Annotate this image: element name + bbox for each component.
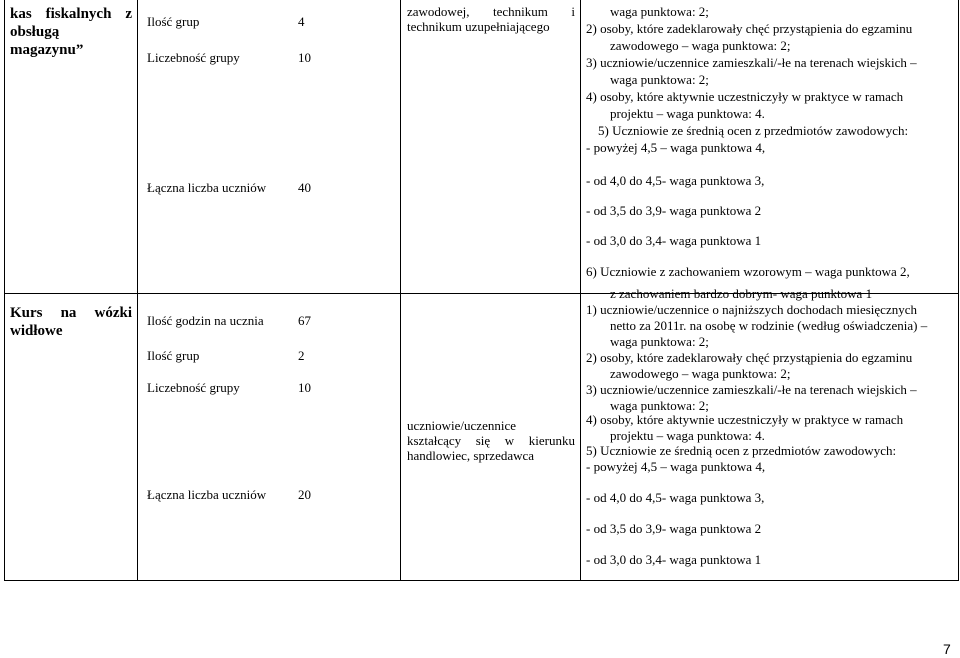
hours-per-student-label: Ilość godzin na ucznia (147, 313, 264, 328)
target-group-word: się (475, 433, 491, 448)
hours-per-student-value: 67 (298, 313, 311, 328)
criteria-line: 5) Uczniowie ze średnią ocen z przedmiotów zawodowych: (586, 443, 897, 458)
criteria-line: projektu – waga punktowa: 4. (610, 106, 765, 121)
group-size-value: 10 (298, 50, 311, 65)
course-name-line: obsługą (10, 24, 60, 40)
criteria-line: waga punktowa: 2; (610, 4, 709, 19)
target-group-word: kierunku (528, 433, 575, 448)
total-students-label: Łączna liczba uczniów (147, 180, 267, 195)
target-group-line: handlowiec, sprzedawca (407, 448, 535, 463)
course-name-word: z (125, 6, 132, 22)
target-group-line: uczniowie/uczennice (407, 418, 516, 433)
group-size-value: 10 (298, 380, 311, 395)
criteria-line: - od 3,0 do 3,4- waga punktowa 1 (586, 233, 762, 248)
column-divider (400, 0, 401, 581)
target-group-line (407, 433, 575, 448)
target-group-word: technikum (492, 4, 548, 19)
criteria-line: 2) osoby, które zadeklarowały chęć przystąpienia do egzaminu (586, 21, 913, 36)
table-border-right (958, 0, 959, 581)
criteria-line: - od 4,0 do 4,5- waga punktowa 3, (586, 173, 765, 188)
criteria-line: netto za 2011r. na osobę w rodzinie (według oświadczenia) – (610, 318, 928, 333)
criteria-line: - od 3,0 do 3,4- waga punktowa 1 (586, 552, 762, 567)
criteria-line: 4) osoby, które aktywnie uczestniczyły w praktyce w ramach (586, 89, 904, 104)
criteria-line: - od 3,5 do 3,9- waga punktowa 2 (586, 203, 762, 218)
course-name-word: fiskalnych (45, 6, 112, 22)
criteria-line: 1) uczniowie/uczennice o najniższych dochodach miesięcznych (586, 302, 917, 317)
criteria-line: projektu – waga punktowa: 4. (610, 428, 765, 443)
criteria-line: 5) Uczniowie ze średnią ocen z przedmiotów zawodowych: (598, 123, 909, 138)
target-group-line: technikum uzupełniającego (407, 19, 550, 34)
criteria-line: 6) Uczniowie z zachowaniem wzorowym – waga punktowa 2, (586, 264, 910, 279)
criteria-line: - powyżej 4,5 – waga punktowa 4, (586, 459, 766, 474)
criteria-line: 3) uczniowie/uczennice zamieszkali/-łe na terenach wiejskich – (586, 55, 917, 70)
target-group-word: i (571, 4, 575, 19)
course-name-word: Kurs (10, 305, 43, 321)
target-group-word: w (504, 433, 515, 448)
criteria-line: waga punktowa: 2; (610, 334, 709, 349)
total-students-value: 20 (298, 487, 311, 502)
course-name-line (10, 5, 132, 23)
course-name-word: kas (10, 6, 32, 22)
course-name-word: wózki (94, 305, 132, 321)
group-size-label: Liczebność grupy (147, 50, 240, 65)
target-group-line (407, 4, 575, 19)
criteria-line: waga punktowa: 2; (610, 72, 709, 87)
total-students-value: 40 (298, 180, 311, 195)
criteria-line: 3) uczniowie/uczennice zamieszkali/-łe na terenach wiejskich – (586, 382, 917, 397)
page-number: 7 (943, 641, 951, 657)
course-name-line: widłowe (10, 323, 63, 339)
criteria-line: - od 4,0 do 4,5- waga punktowa 3, (586, 490, 765, 505)
group-size-label: Liczebność grupy (147, 380, 240, 395)
column-divider (137, 0, 138, 581)
criteria-line: zawodowego – waga punktowa: 2; (610, 366, 791, 381)
criteria-line: zawodowego – waga punktowa: 2; (610, 38, 791, 53)
criteria-line: z zachowaniem bardzo dobrym- waga punktowa 1 (610, 286, 873, 301)
group-count-label: Ilość grup (147, 348, 200, 363)
target-group-word: kształcący (407, 433, 462, 448)
criteria-line: 4) osoby, które aktywnie uczestniczyły w praktyce w ramach (586, 412, 904, 427)
criteria-line: - od 3,5 do 3,9- waga punktowa 2 (586, 521, 762, 536)
column-divider (580, 0, 581, 581)
table-border-bottom (4, 580, 959, 581)
group-count-value: 4 (298, 14, 305, 29)
criteria-line: waga punktowa: 2; (610, 398, 709, 413)
criteria-line: - powyżej 4,5 – waga punktowa 4, (586, 140, 766, 155)
total-students-label: Łączna liczba uczniów (147, 487, 267, 502)
course-name-word: na (60, 305, 77, 321)
group-count-value: 2 (298, 348, 305, 363)
course-name-line: magazynu” (10, 42, 84, 58)
target-group-word: zawodowej, (407, 4, 470, 19)
course-name-line (10, 304, 132, 322)
table-border-left (4, 0, 5, 581)
criteria-line: 2) osoby, które zadeklarowały chęć przystąpienia do egzaminu (586, 350, 913, 365)
group-count-label: Ilość grup (147, 14, 200, 29)
